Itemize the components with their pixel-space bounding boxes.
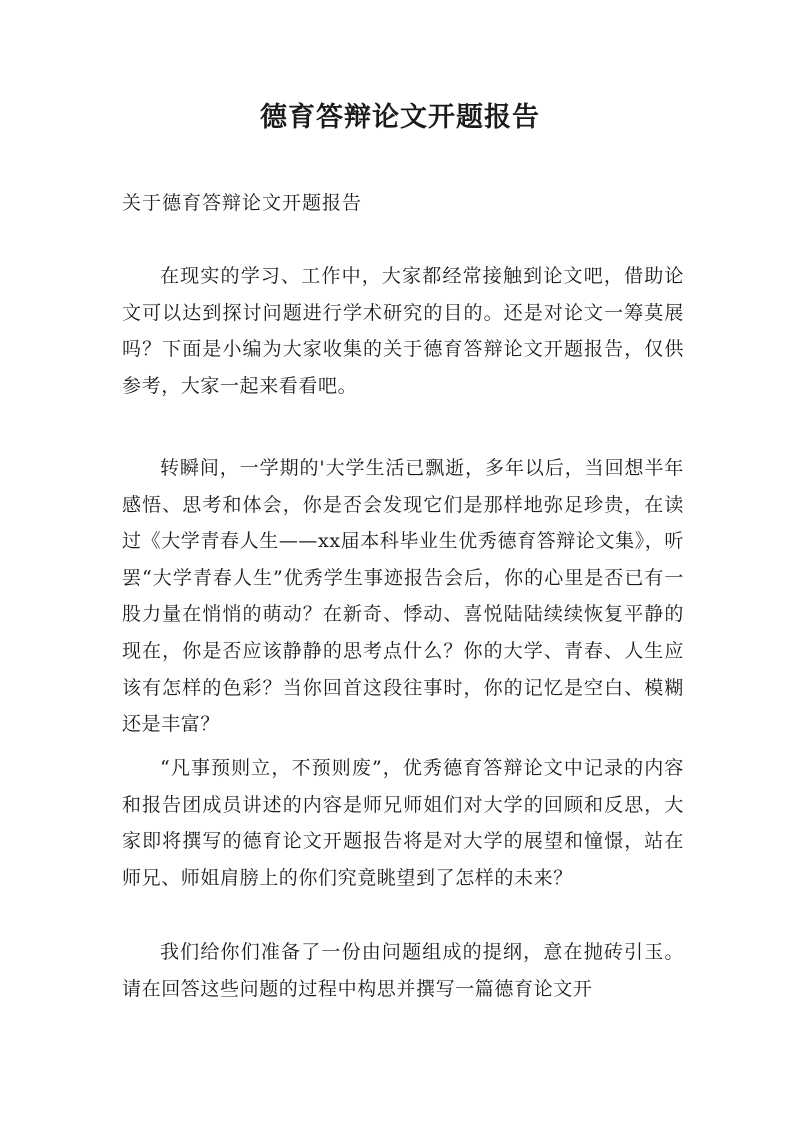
body-paragraph: 转瞬间，一学期的'大学生活已飘逝，多年以后，当回想半年感悟、思考和体会，你是否会发现它们是那样地弥足珍贵，在读过《大学青春人生——xx届本科毕业生优秀德育答辩论文集》，听罢“大学青春人生”优秀学生事迹报告会后，你的心里是否已有一股力量在悄悄的萌动？在新奇、悸动、喜悦陆陆续续恢复平静的现在，你是否应该静静的思考点什么？你的大学、青春、人生应该有怎样的色彩？当你回首这段往事时，你的记忆是空白、模糊还是丰富？ xyxy=(122,457,684,736)
document-subtitle: 关于德育答辩论文开题报告 xyxy=(122,192,363,214)
document-title: 德育答辩论文开题报告 xyxy=(260,102,540,133)
body-paragraph: 在现实的学习、工作中，大家都经常接触到论文吧，借助论文可以达到探讨问题进行学术研究的目的。还是对论文一筹莫展吗？下面是小编为大家收集的关于德育答辩论文开题报告，仅供参考，大家一起来看看吧。 xyxy=(122,265,684,397)
body-paragraph: 我们给你们准备了一份由问题组成的提纲，意在抛砖引玉。请在回答这些问题的过程中构思并撰写一篇德育论文开 xyxy=(122,941,684,1000)
body-paragraph: “凡事预则立，不预则废”，优秀德育答辩论文中记录的内容和报告团成员讲述的内容是师兄师姐们对大学的回顾和反思，大家即将撰写的德育论文开题报告将是对大学的展望和憧憬，站在师兄、师姐肩膀上的你们究竟眺望到了怎样的未来？ xyxy=(122,757,684,889)
